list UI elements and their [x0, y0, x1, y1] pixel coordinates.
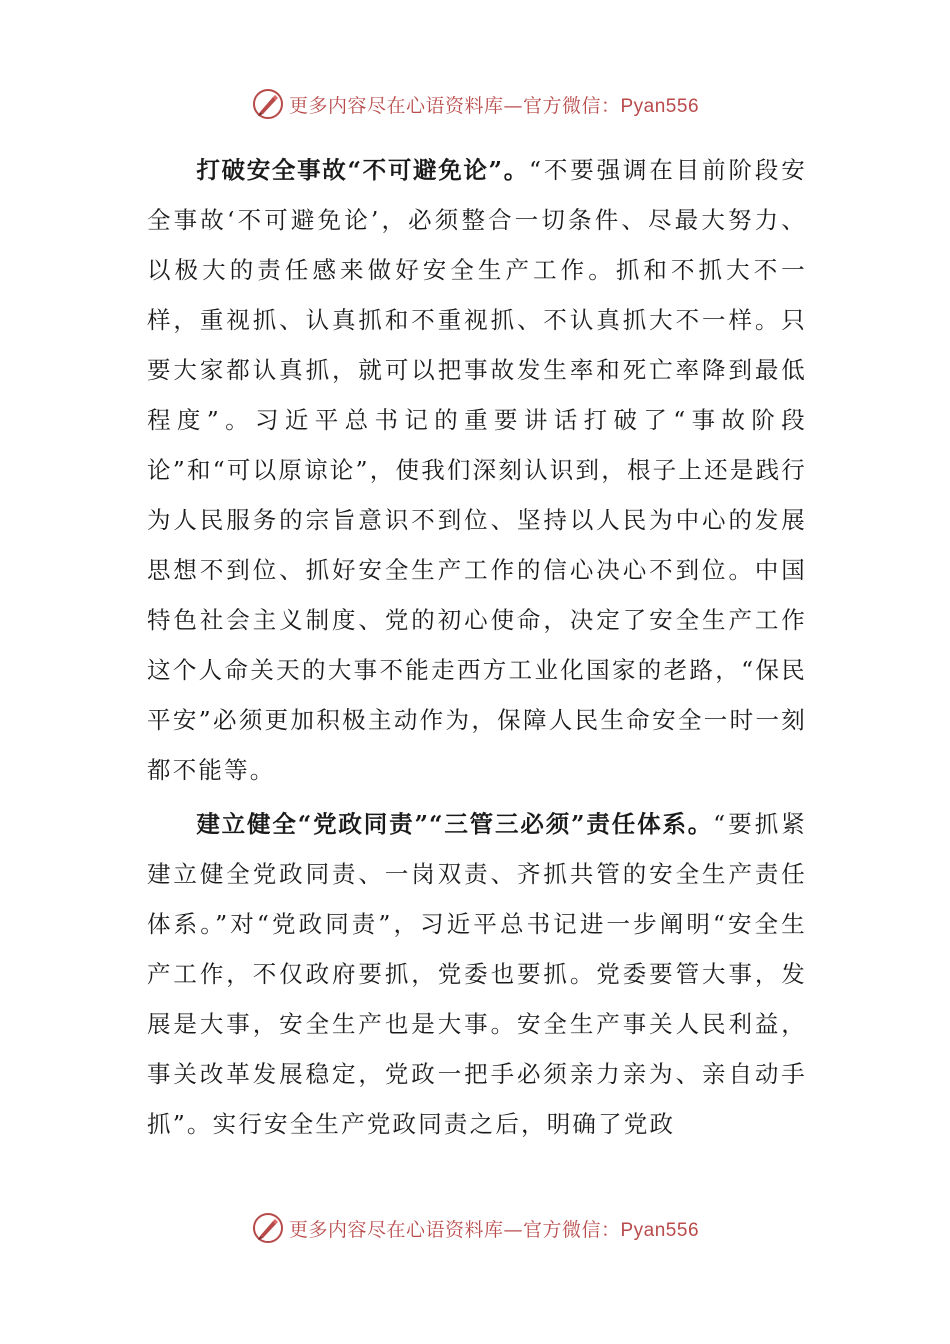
pen-logo-icon [251, 87, 285, 121]
header-banner [0, 84, 950, 124]
header-wechat-id: Pyan556 [620, 95, 700, 117]
paragraph-2 [147, 799, 807, 1149]
paragraph-2-text: “要抓紧建立健全党政同责、一岗双责、齐抓共管的安全生产责任体系。”对“党政同责”，习近平总书记进一步阐明“安全生产工作，不仅政府要抓，党委也要抓。党委要管大事，发展是大事，安全生产也是大事。安全生产事关人民利益，事关改革发展稳定，党政一把手必须亲力亲为、亲自动手抓”。实行安全生产党政同责之后，明确了党政 [147, 810, 807, 1138]
footer-wechat-id: Pyan556 [620, 1219, 700, 1241]
document-body [147, 145, 807, 1153]
paragraph-1-text: “不要强调在目前阶段安全事故‘不可避免论’，必须整合一切条件、尽最大努力、以极大的责任感来做好安全生产工作。抓和不抓大不一样，重视抓、认真抓和不重视抓、不认真抓大不一样。只要大家都认真抓，就可以把事故发生率和死亡率降到最低程度”。习近平总书记的重要讲话打破了“事故阶段论”和“可以原谅论”，使我们深刻认识到，根子上还是践行为人民服务的宗旨意识不到位、坚持以人民为中心的发展思想不到位、抓好安全生产工作的信心决心不到位。中国特色社会主义制度、党的初心使命，决定了安全生产工作这个人命关天的大事不能走西方工业化国家的老路，“保民平安”必须更加积极主动作为，保障人民生命安全一时一刻都不能等。 [147, 156, 807, 784]
header-banner-text: 更多内容尽在心语资料库—官方微信：Pyan556 [288, 94, 700, 117]
paragraph-1 [147, 145, 807, 795]
pen-logo-icon [251, 1211, 285, 1245]
paragraph-1-heading: 打破安全事故“不可避免论”。 [196, 156, 529, 184]
footer-banner [0, 1208, 950, 1248]
footer-banner-text: 更多内容尽在心语资料库—官方微信：Pyan556 [288, 1218, 700, 1241]
paragraph-2-heading: 建立健全“党政同责”“三管三必须”责任体系。 [196, 810, 714, 838]
